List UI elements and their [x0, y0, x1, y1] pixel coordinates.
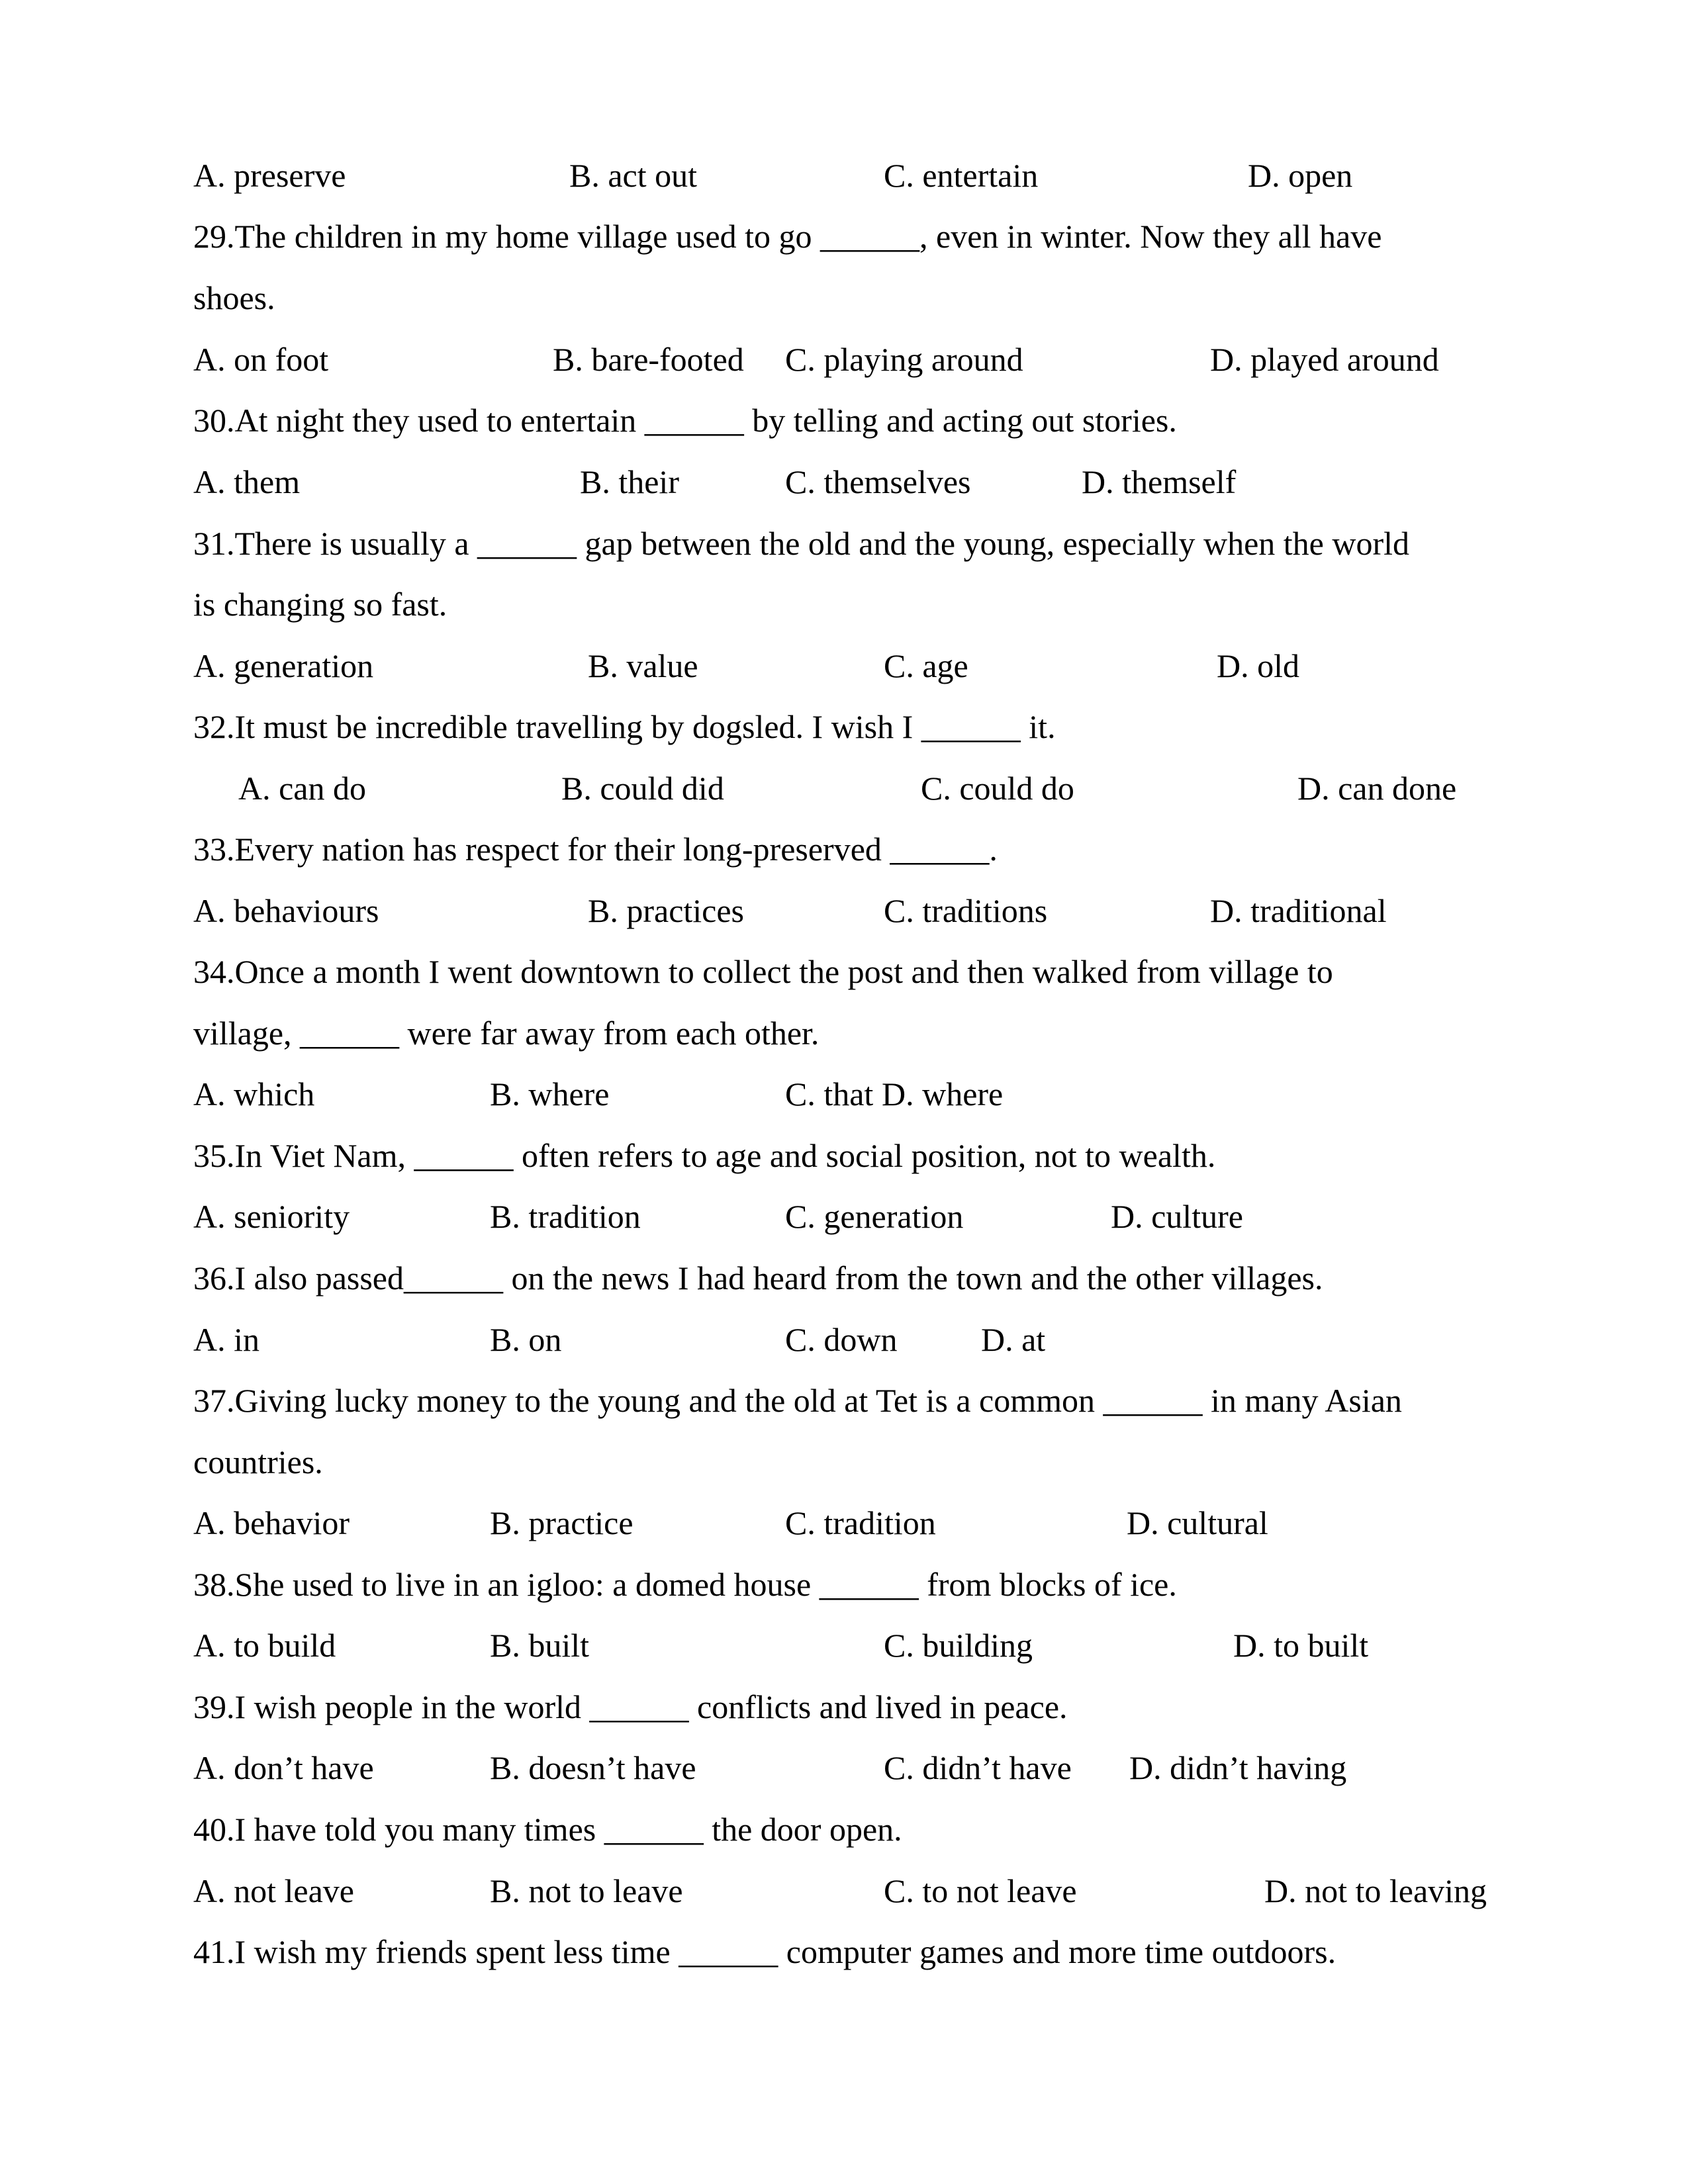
option-b: B. their: [580, 463, 679, 500]
option-b: B. could did: [561, 770, 724, 807]
option-c: C. age: [884, 647, 968, 684]
option-b: B. doesn’t have: [490, 1749, 696, 1786]
option-a: A. on foot: [193, 341, 329, 378]
option-d: D. themself: [1082, 463, 1237, 500]
option-b: B. not to leave: [490, 1872, 683, 1909]
question-37-text-cont: countries.: [193, 1443, 323, 1480]
option-c: C. generation: [785, 1198, 964, 1235]
option-a: A. generation: [193, 647, 374, 684]
option-b: B. value: [588, 647, 698, 684]
option-c: C. playing around: [785, 341, 1023, 378]
option-d: D. cultural: [1127, 1504, 1268, 1541]
option-d: D. played around: [1210, 341, 1439, 378]
option-a: A. behavior: [193, 1504, 350, 1541]
option-a: A. them: [193, 463, 301, 500]
option-c: C. didn’t have: [884, 1749, 1072, 1786]
option-a: A. seniority: [193, 1198, 350, 1235]
option-c: C. themselves: [785, 463, 971, 500]
option-d: D. where: [882, 1075, 1004, 1113]
option-b: B. practice: [490, 1504, 633, 1541]
option-a: A. preserve: [193, 157, 346, 194]
option-b: B. built: [490, 1627, 590, 1664]
question-34-text: 34.Once a month I went downtown to collect the post and then walked from village to: [193, 953, 1333, 990]
option-d: D. can done: [1297, 770, 1457, 807]
question-30-text: 30.At night they used to entertain ______ by telling and acting out stories.: [193, 402, 1177, 439]
option-b: B. bare-footed: [553, 341, 744, 378]
option-a: A. which: [193, 1075, 315, 1113]
question-36-text: 36.I also passed______ on the news I had heard from the town and the other villages.: [193, 1259, 1323, 1297]
option-c: C. could do: [921, 770, 1074, 807]
option-a: A. in: [193, 1321, 259, 1358]
option-a: A. not leave: [193, 1872, 354, 1909]
option-d: D. not to leaving: [1264, 1872, 1487, 1909]
question-33-text: 33.Every nation has respect for their long-preserved ______.: [193, 831, 998, 868]
question-41-text: 41.I wish my friends spent less time ______ computer games and more time outdoors.: [193, 1933, 1336, 1970]
question-35-text: 35.In Viet Nam, ______ often refers to age and social position, not to wealth.: [193, 1137, 1216, 1174]
option-c: C. traditions: [884, 892, 1048, 929]
option-d: D. at: [981, 1321, 1046, 1358]
question-32-text: 32.It must be incredible travelling by dogsled. I wish I ______ it.: [193, 708, 1056, 745]
question-31-text: 31.There is usually a ______ gap between the old and the young, especially when the world: [193, 525, 1410, 562]
question-39-text: 39.I wish people in the world ______ conflicts and lived in peace.: [193, 1688, 1068, 1725]
question-31-text-cont: is changing so fast.: [193, 586, 447, 623]
option-b: B. practices: [588, 892, 745, 929]
option-d: D. culture: [1111, 1198, 1243, 1235]
question-38-text: 38.She used to live in an igloo: a domed house ______ from blocks of ice.: [193, 1566, 1177, 1603]
option-b: B. tradition: [490, 1198, 641, 1235]
option-d: D. traditional: [1210, 892, 1387, 929]
option-d: D. didn’t having: [1129, 1749, 1347, 1786]
option-b: B. act out: [569, 157, 698, 194]
option-c: C. tradition: [785, 1504, 936, 1541]
option-b: B. where: [490, 1075, 610, 1113]
option-c: C. entertain: [884, 157, 1039, 194]
option-d: D. old: [1217, 647, 1299, 684]
question-34-text-cont: village, ______ were far away from each other.: [193, 1015, 820, 1052]
option-c: C. to not leave: [884, 1872, 1077, 1909]
option-a: A. can do: [238, 770, 366, 807]
question-37-text: 37.Giving lucky money to the young and the old at Tet is a common ______ in many Asian: [193, 1382, 1402, 1419]
option-c: C. that: [785, 1075, 874, 1113]
question-29-text: 29.The children in my home village used to go ______, even in winter. Now they all have: [193, 218, 1382, 255]
question-40-text: 40.I have told you many times ______ the door open.: [193, 1811, 902, 1848]
option-c: C. building: [884, 1627, 1033, 1664]
option-a: A. behaviours: [193, 892, 379, 929]
option-b: B. on: [490, 1321, 562, 1358]
question-29-text-cont: shoes.: [193, 279, 275, 316]
option-c: C. down: [785, 1321, 898, 1358]
option-a: A. don’t have: [193, 1749, 374, 1786]
option-d: D. open: [1248, 157, 1353, 194]
option-d: D. to built: [1233, 1627, 1369, 1664]
option-a: A. to build: [193, 1627, 336, 1664]
